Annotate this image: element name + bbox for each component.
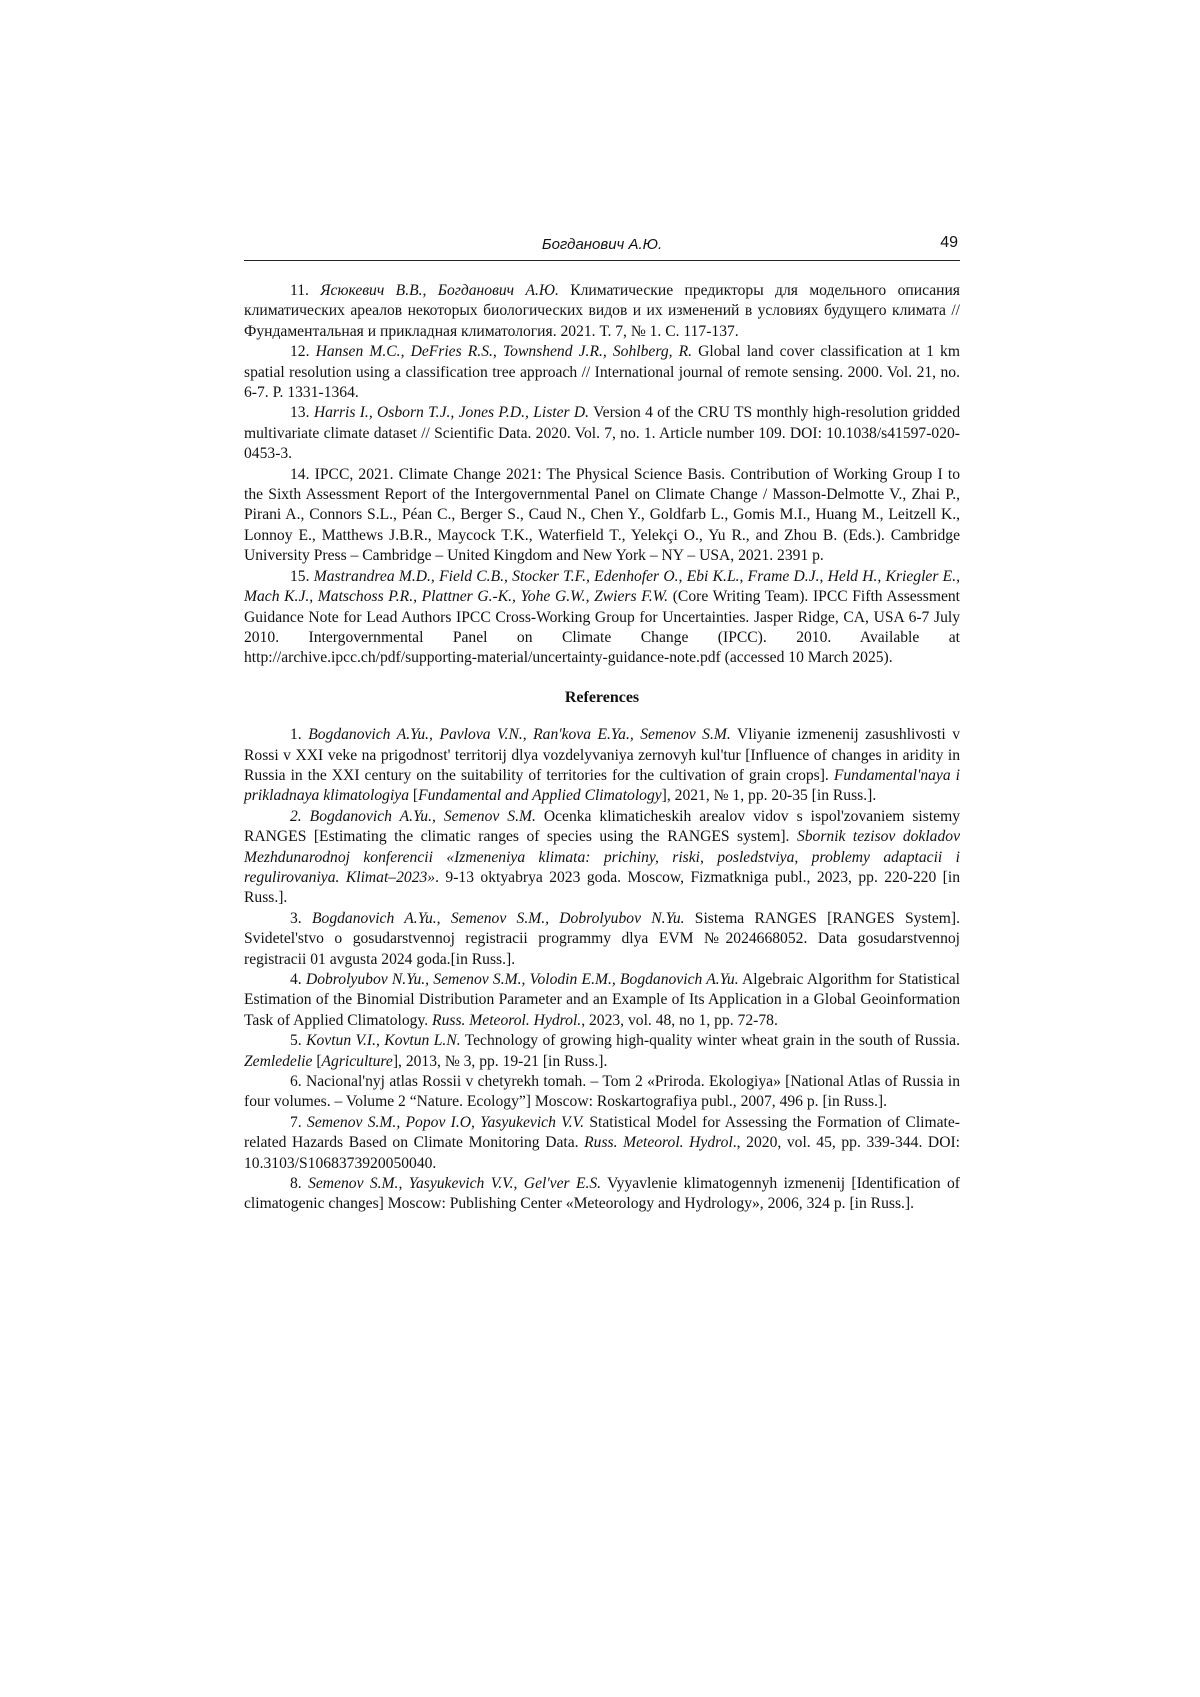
- entry-journal: Russ. Meteorol. Hydrol: [584, 1134, 733, 1152]
- reference-entry: [244, 909, 960, 970]
- entry-text: Vyyavlenie klimatogennyh izmenenij [Identification of climatogenic changes] Moscow: Publishing Center «Meteorology and Hydrology», 2006, 324 p. [in Russ.].: [244, 1175, 960, 1213]
- reference-entry: [244, 970, 960, 1031]
- entry-authors: Semenov S.M., Yasyukevich V.V., Gel'ver E.S.: [308, 1175, 602, 1193]
- entry-number: 5.: [290, 1032, 302, 1050]
- references-heading: References: [564, 688, 640, 706]
- entry-authors: Ясюкевич В.В., Богданович А.Ю.: [320, 282, 559, 299]
- reference-entry: [244, 1072, 960, 1113]
- entry-text: Климатические предикторы для модельного описания климатических ареалов некоторых биологических видов и их изменений в условиях будущего климата // Фундаментальная и прикладная климатология. 2021. Т. 7, № 1. С. 117-137.: [244, 282, 960, 340]
- entry-journal: Sbornik tezisov dokladov Mezhdunarodnoj konferencii «Izmeneniya klimata: prichiny, riski, posledstviya, problemy adaptacii i regulirovaniya. Klimat–2023»: [244, 828, 960, 886]
- entry-authors: 2. Bogdanovich A.Yu., Semenov S.M.: [290, 807, 536, 825]
- entry-text: , 2023, vol. 48, no 1, pp. 72-78.: [581, 1011, 778, 1029]
- page-number: 49: [940, 234, 958, 251]
- entry-journal: Russ. Meteorol. Hydrol.: [432, 1011, 582, 1029]
- entry-authors: Semenov S.M., Popov I.O, Yasyukevich V.V.: [307, 1113, 585, 1131]
- header-author: Богданович А.Ю.: [541, 236, 663, 253]
- entry-number: 13.: [290, 404, 310, 422]
- entry-text: Statistical Model for Assessing the Formation of Climate-related Hazards Based on Climate Monitoring Data.: [244, 1113, 960, 1152]
- entry-text: Sistema RANGES [RANGES System]. Svidetel'stvo o gosudarstvennoj registracii programmy dlya EVM №2024668052. Data gosudarstvennoj registracii 01 avgusta 2024 goda.[in Russ.].: [244, 909, 960, 968]
- entry-number: 1.: [290, 726, 302, 744]
- entry-authors: Hansen M.C., DeFries R.S., Townshend J.R., Sohlberg, R.: [315, 343, 693, 361]
- running-header: [244, 234, 960, 261]
- entry-number: 7.: [290, 1113, 302, 1131]
- entry-number: 15.: [290, 567, 310, 585]
- entry-text: Vliyanie izmenenij zasushlivosti v Rossi v XXI veke na prigodnost' territorij dlya vozdelyvaniya zernovyh kul'tur [Influence of changes in aridity in Russia in the XXI century on the suitability of territories for the cultivation of grain crops].: [244, 726, 960, 784]
- bibliography-entry: [244, 403, 960, 464]
- entry-authors: Bogdanovich A.Yu., Pavlova V.N., Ran'kova E.Ya., Semenov S.M.: [308, 726, 731, 744]
- bibliography-entry: [244, 465, 960, 567]
- entry-number: 6.: [290, 1073, 302, 1091]
- entry-journal-translation: Fundamental and Applied Climatology: [418, 787, 662, 805]
- entry-authors: Mastrandrea M.D., Field C.B., Stocker T.F., Edenhofer O., Ebi K.L., Frame D.J., Held H., Kriegler E., Mach K.J., Matschoss P.R., Plattner G.-K., Yohe G.W., Zwiers F.W.: [244, 567, 960, 606]
- entry-text: . 9-13 oktyabrya 2023 goda. Moscow, Fizmatkniga publ., 2023, pp. 220-220 [in Russ.].: [244, 868, 960, 907]
- reference-entry: [244, 807, 960, 909]
- entry-text: Nacional'nyj atlas Rossii v chetyrekh tomah. – Tom 2 «Priroda. Ekologiya» [National Atlas of Russia in four volumes. – Volume 2 “Nature. Ecology”] Moscow: Roskartografiya publ., 2007, 496 p. [in Russ.].: [244, 1073, 960, 1111]
- entry-text: ], 2013, № 3, pp. 19-21 [in Russ.].: [392, 1052, 608, 1070]
- entry-authors: Dobrolyubov N.Yu., Semenov S.M., Volodin E.M., Bogdanovich A.Yu.: [305, 971, 739, 988]
- entry-number: 11.: [290, 282, 309, 299]
- bibliography-entry: [244, 567, 960, 669]
- entry-journal: Fundamental'naya i prikladnaya klimatologiya: [244, 766, 960, 805]
- entry-number: 12.: [290, 343, 310, 361]
- entry-text: Global land cover classification at 1 km spatial resolution using a classification tree approach // International journal of remote sensing. 2000. Vol. 21, no. 6-7. P. 1331-1364.: [244, 343, 960, 402]
- bibliography-entry: [244, 281, 960, 342]
- reference-entry: [244, 1113, 960, 1174]
- entry-authors: Harris I., Osborn T.J., Jones P.D., Lister D.: [313, 404, 590, 422]
- reference-entry: [244, 725, 960, 807]
- entry-text: ], 2021, № 1, pp. 20-35 [in Russ.].: [661, 787, 877, 805]
- entry-journal: Zemledelie: [244, 1052, 313, 1070]
- entry-number: 8.: [290, 1175, 302, 1193]
- reference-entry: [244, 1031, 960, 1072]
- entry-number: 3.: [290, 909, 302, 927]
- entry-journal-translation: Agriculture: [321, 1052, 393, 1070]
- entry-text: Algebraic Algorithm for Statistical Estimation of the Binomial Distribution Parameter and an Example of Its Application in a Global Geoinformation Task of Applied Climatology.: [244, 971, 960, 1029]
- entry-text: Version 4 of the CRU TS monthly high-resolution gridded multivariate climate dataset // Scientific Data. 2020. Vol. 7, no. 1. Article number 109. DOI: 10.1038/s41597-020-0453-3.: [244, 404, 960, 463]
- entry-number: 14.: [290, 465, 310, 483]
- entry-text: IPCC, 2021. Climate Change 2021: The Physical Science Basis. Contribution of Working Group I to the Sixth Assessment Report of the Intergovernmental Panel on Climate Change / Masson-Delmotte V., Zhai P., Pirani A., Connors S.L., Péan C., Berger S., Caud N., Chen Y., Goldfarb L., Gomis M.I., Huang M., Leitzell K., Lonnoy E., Matthews J.B.R., Maycock T.K., Waterfield T., Yelekçi O., Yu R., and Zhou B. (Eds.). Cambridge University Press – Cambridge – United Kingdom and New York – NY – USA, 2021. 2391 p.: [244, 465, 960, 565]
- main-content: [244, 281, 960, 1215]
- entry-text: [: [312, 1052, 322, 1070]
- bibliography-entry: [244, 342, 960, 403]
- entry-text: ., 2020, vol. 45, pp. 339-344. DOI: 10.3103/S1068373920050040.: [244, 1134, 960, 1172]
- entry-text: Ocenka klimaticheskih arealov vidov s ispol'zovaniem sistemy RANGES [Estimating the climatic ranges of species using the RANGES system].: [244, 807, 960, 846]
- entry-text: (Core Writing Team). IPCC Fifth Assessment Guidance Note for Lead Authors IPCC Cross-Working Group for Uncertainties. Jasper Ridge, CA, USA 6-7 July 2010. Intergovernmental Panel on Climate Change (IPCC). 2010. Available at http://archive.ipcc.ch/pdf/supporting-material/uncertainty-guidance-note.pdf (accessed 10 March 2025).: [244, 588, 960, 667]
- entry-text: Technology of growing high-quality winter wheat grain in the south of Russia.: [460, 1032, 960, 1050]
- entry-text: [: [409, 787, 419, 805]
- entry-authors: Bogdanovich A.Yu., Semenov S.M., Dobrolyubov N.Yu.: [312, 909, 685, 927]
- reference-entry: [244, 1174, 960, 1215]
- entry-number: 4.: [290, 971, 302, 988]
- entry-authors: Kovtun V.I., Kovtun L.N.: [306, 1032, 461, 1050]
